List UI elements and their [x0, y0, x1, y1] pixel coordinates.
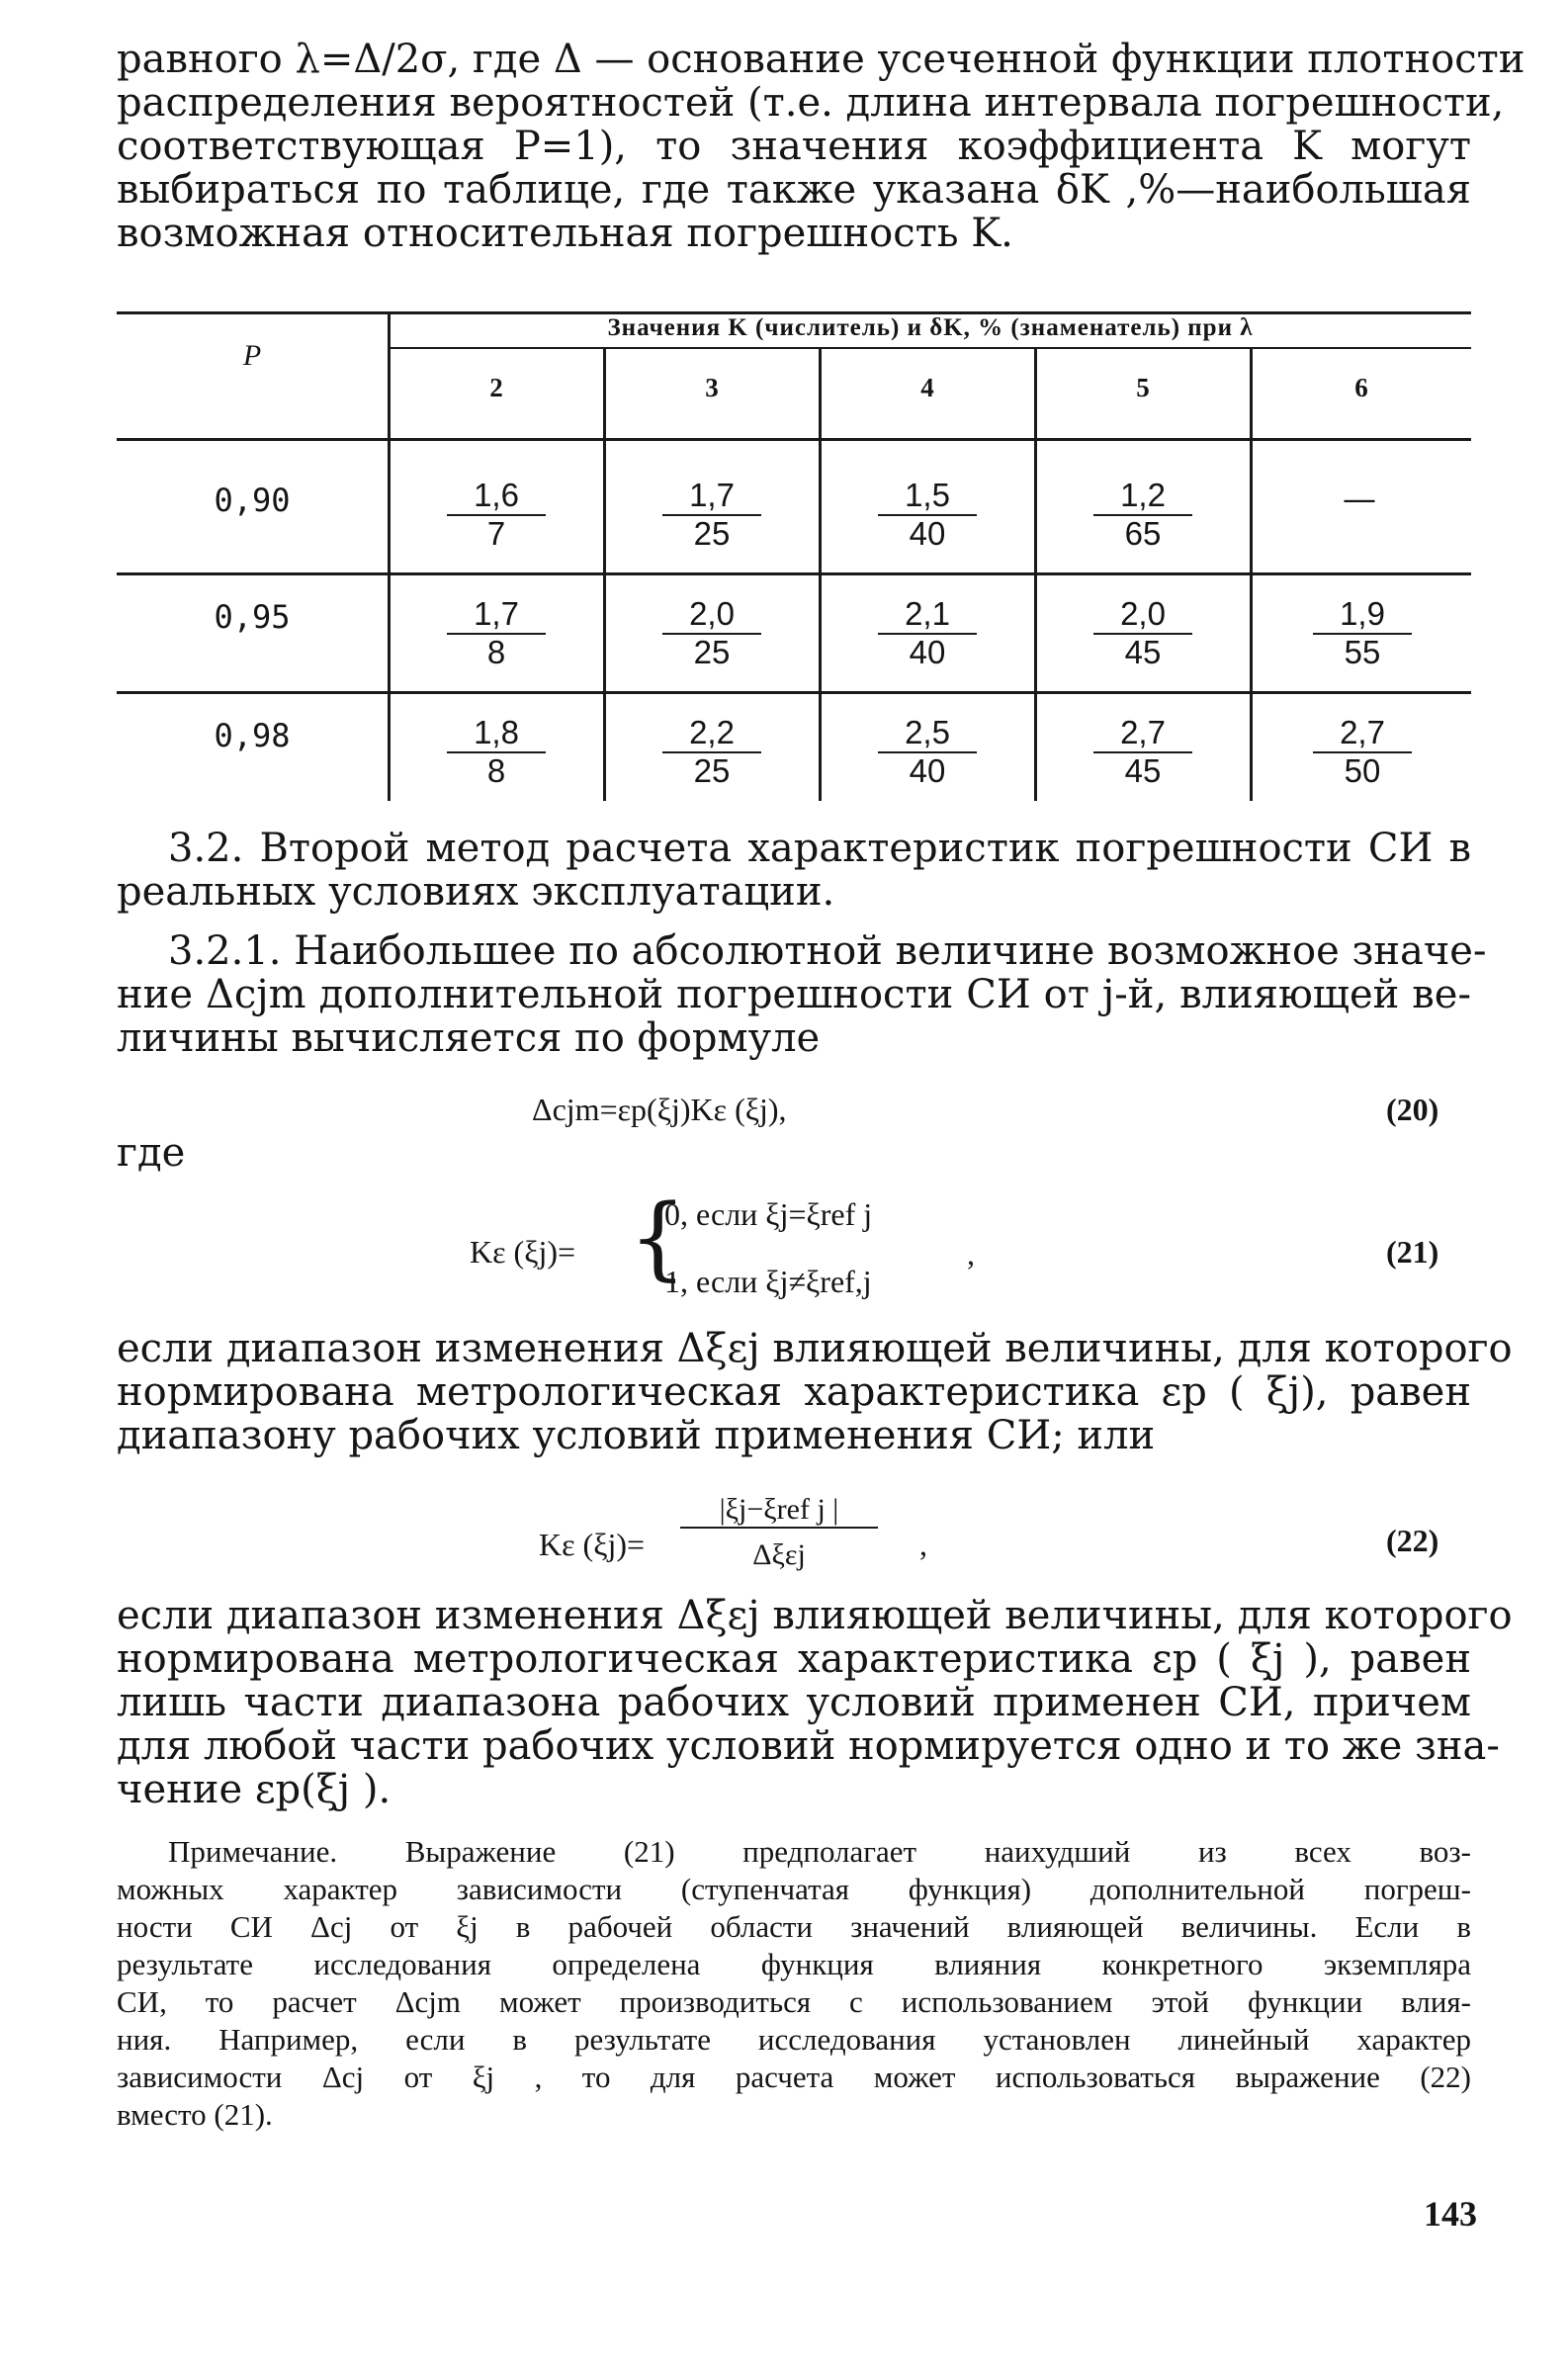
fraction-numerator: 1,7 [662, 478, 761, 516]
formula-22-denominator: Δξεj [752, 1538, 806, 1571]
table-cell-fraction [662, 478, 761, 552]
fraction-denominator: 55 [1344, 634, 1381, 670]
text-line: ния. Например, если в результате исследования установлен линейный характер [117, 2022, 1471, 2057]
text-line: для любой части рабочих условий нормируется одно и то же зна- [117, 1723, 1500, 1769]
coefficient-table [117, 311, 1471, 801]
fraction-denominator: 65 [1124, 515, 1162, 552]
fraction-numerator: 1,5 [878, 478, 977, 516]
table-cell-fraction [662, 715, 761, 789]
text-line: можных характер зависимости (ступенчатая функция) дополнительной погреш- [117, 1872, 1471, 1906]
fraction-denominator: 50 [1344, 752, 1381, 789]
table-header-lambda: 2 [489, 373, 503, 402]
paragraph-after-22 [117, 1593, 1513, 1812]
table-cell-empty-dash: — [1343, 480, 1376, 519]
fraction-denominator: 40 [909, 515, 946, 552]
table-cell-fraction [1093, 715, 1192, 789]
formula-21-lhs: Kε (ξj)= [470, 1234, 576, 1270]
fraction-denominator: 7 [486, 515, 506, 552]
table-cell-fraction [1313, 715, 1412, 789]
text-line: СИ, то расчет Δcjm может производиться с использованием этой функции влия- [117, 1984, 1471, 2019]
formula-22-comma: , [919, 1527, 927, 1562]
text-line: ние Δcjm дополнительной погрешности СИ от j-й, влияющей ве- [117, 972, 1471, 1017]
table-rule-group [389, 347, 1471, 349]
table-cell-fraction [447, 478, 546, 552]
fraction-numerator: 2,2 [662, 715, 761, 753]
table-rule-row [117, 691, 1471, 694]
text-line: лишь части диапазона рабочих условий применен СИ, причем [117, 1680, 1471, 1725]
formula-22-numerator: |ξj−ξref j | [680, 1493, 878, 1529]
fraction-numerator: 1,9 [1313, 596, 1412, 635]
fraction-numerator: 2,7 [1093, 715, 1192, 753]
table-header-lambda: 3 [705, 373, 719, 402]
fraction-denominator: 25 [693, 515, 731, 552]
intro-paragraph [117, 37, 1525, 256]
text-line: соответствующая P=1), то значения коэффициента K могут [117, 124, 1471, 169]
text-line: диапазону рабочих условий применения СИ; или [117, 1413, 1156, 1458]
table-cell-p: 0,90 [214, 482, 291, 519]
table-cell-fraction [878, 596, 977, 670]
text-line: возможная относительная погрешность K. [117, 211, 1013, 256]
text-line: нормирована метрологическая характеристика εp ( ξj), равен [117, 1369, 1471, 1415]
formula-21-case-2: 1, если ξj≠ξref,j [664, 1264, 872, 1299]
table-header-lambda: 5 [1136, 373, 1150, 402]
formula-20-number: (20) [1386, 1092, 1439, 1127]
table-col-divider [603, 438, 606, 801]
text-line: если диапазон изменения Δξεj влияющей величины, для которого [117, 1593, 1513, 1638]
paragraph-after-21 [117, 1326, 1513, 1458]
fraction-denominator: 25 [693, 634, 731, 670]
formula-20: Δcjm=εp(ξj)Kε (ξj), [532, 1092, 787, 1127]
table-header-lambda: 4 [920, 373, 934, 402]
text-line: если диапазон изменения Δξεj влияющей величины, для которого [117, 1326, 1513, 1371]
formula-21-case-1: 0, если ξj=ξref j [664, 1196, 873, 1232]
table-header-group: Значения K (числитель) и δK, % (знаменатель) при λ [607, 314, 1254, 341]
table-cell-p: 0,98 [214, 717, 291, 754]
formula-22-lhs: Kε (ξj)= [539, 1527, 646, 1562]
table-cell-fraction [662, 596, 761, 670]
table-cell-fraction [447, 596, 546, 670]
fraction-numerator: 1,2 [1093, 478, 1192, 516]
table-cell-fraction [878, 715, 977, 789]
fraction-numerator: 2,7 [1313, 715, 1412, 753]
fraction-denominator: 8 [486, 752, 506, 789]
fraction-denominator: 45 [1124, 752, 1162, 789]
text-line: результате исследования определена функция влияния конкретного экземпляра [117, 1947, 1471, 1981]
fraction-numerator: 1,6 [447, 478, 546, 516]
fraction-denominator: 40 [909, 752, 946, 789]
fraction-denominator: 40 [909, 634, 946, 670]
text-line: чение εp(ξj ). [117, 1767, 392, 1812]
formula-21-number: (21) [1386, 1234, 1439, 1270]
fraction-denominator: 45 [1124, 634, 1162, 670]
formula-22-number: (22) [1386, 1523, 1439, 1558]
text-line: личины вычисляется по формуле [117, 1015, 821, 1061]
table-header-p: P [242, 339, 262, 372]
table-rule-header [117, 438, 1471, 441]
fraction-numerator: 1,7 [447, 596, 546, 635]
where-label: где [117, 1130, 186, 1176]
table-cell-fraction [1093, 596, 1192, 670]
text-line: 3.2.1. Наибольшее по абсолютной величине возможное значе- [168, 928, 1487, 974]
text-line: выбираться по таблице, где также указана δK ,%—наибольшая [117, 167, 1471, 213]
table-cell-fraction [1313, 596, 1412, 670]
fraction-numerator: 2,5 [878, 715, 977, 753]
formula-21-comma: , [967, 1236, 975, 1272]
text-line: 3.2. Второй метод расчета характеристик погрешности СИ в [168, 826, 1471, 871]
table-cell-fraction [1093, 478, 1192, 552]
note-paragraph [117, 1833, 1471, 2134]
fraction-numerator: 1,8 [447, 715, 546, 753]
text-line: вместо (21). [117, 2097, 273, 2132]
text-line: ности СИ Δcj от ξj в рабочей области значений влияющей величины. Если в [117, 1909, 1471, 1944]
table-cell-fraction [447, 715, 546, 789]
text-line: реальных условиях эксплуатации. [117, 869, 835, 915]
table-cell-fraction [878, 478, 977, 552]
fraction-numerator: 2,0 [662, 596, 761, 635]
section-3-2-1-paragraph [117, 928, 1487, 1061]
table-col-divider [819, 438, 822, 801]
page-number: 143 [1424, 2194, 1477, 2234]
table-rule-row [117, 572, 1471, 575]
left-brace-icon: { [629, 1184, 687, 1290]
fraction-denominator: 25 [693, 752, 731, 789]
table-col-divider [1034, 438, 1037, 801]
fraction-denominator: 8 [486, 634, 506, 670]
fraction-numerator: 2,1 [878, 596, 977, 635]
text-line: зависимости Δcj от ξj , то для расчета может использоваться выражение (22) [117, 2060, 1471, 2094]
text-line: нормирована метрологическая характеристика εp ( ξj ), равен [117, 1636, 1471, 1682]
text-line: равного λ=Δ/2σ, где Δ — основание усеченной функции плотности [117, 37, 1525, 82]
section-3-2-heading [117, 827, 1471, 914]
table-cell-p: 0,95 [214, 598, 291, 636]
text-line: распределения вероятностей (т.е. длина интервала погрешности, [117, 80, 1505, 126]
table-header-lambda: 6 [1354, 373, 1368, 402]
text-line: Примечание. Выражение (21) предполагает наихудший из всех воз- [168, 1834, 1471, 1869]
table-col-divider [1250, 438, 1253, 801]
fraction-numerator: 2,0 [1093, 596, 1192, 635]
